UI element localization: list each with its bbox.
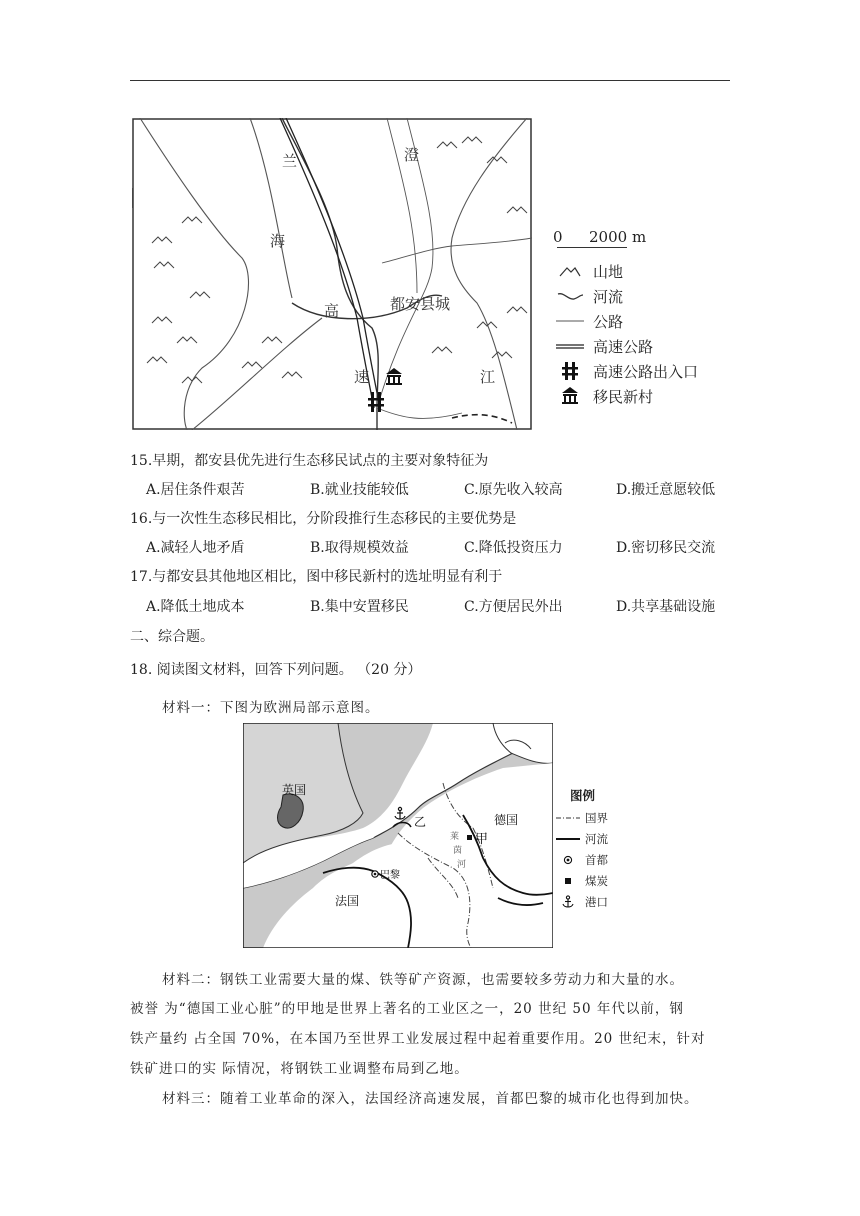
label-cheng: 澄 <box>404 146 420 164</box>
label-gao: 高 <box>324 302 340 320</box>
europe-map <box>243 723 553 948</box>
river-icon <box>553 286 587 306</box>
label-hai: 海 <box>270 232 286 250</box>
label-lan: 兰 <box>282 152 298 170</box>
river-icon <box>553 835 583 843</box>
question-18: 18. 阅读图文材料，回答下列问题。 （20 分） <box>130 662 422 678</box>
q15-option-c: C.原先收入较高 <box>464 482 563 498</box>
scale-bar: 0 2000 m <box>553 228 647 246</box>
label-germany: 德国 <box>494 813 519 827</box>
label-river-2: 茵 <box>453 846 463 856</box>
label-jia: 甲 <box>475 832 489 847</box>
port-icon <box>553 895 583 909</box>
material-3: 材料三：随着工业革命的深入，法国经济高速发展，首都巴黎的城市化也得到加快。 <box>162 1091 699 1107</box>
legend-river: 河流 <box>553 285 623 307</box>
legend-capital: 首都 <box>553 852 608 868</box>
legend-highway: 高速公路 <box>553 335 653 357</box>
capital-icon <box>372 871 378 877</box>
q16-option-d: D.密切移民交流 <box>616 540 716 556</box>
label-paris: 巴黎 <box>380 870 400 881</box>
new-village-icon <box>553 386 587 406</box>
question-15: 15.早期，都安县优先进行生态移民试点的主要对象特征为 <box>130 453 489 469</box>
material-2-line-4: 铁矿进口的实 际情况，将钢铁工业调整布局到乙地。 <box>130 1061 469 1077</box>
label-river-3: 河 <box>457 860 467 870</box>
header-rule <box>130 80 730 81</box>
q15-option-b: B.就业技能较低 <box>310 482 409 498</box>
q17-option-b: B.集中安置移民 <box>310 599 409 615</box>
legend-road: 公路 <box>553 310 623 332</box>
q17-option-a: A.降低土地成本 <box>146 599 245 615</box>
map1-legend <box>553 228 743 408</box>
highway-exit-icon <box>553 361 587 381</box>
material-2-line-1: 材料二：钢铁工业需要大量的煤、铁等矿产资源，也需要较多劳动力和大量的水。 <box>162 972 684 988</box>
material-2-line-2: 被誉 为“德国工业心脏”的甲地是世界上著名的工业区之一，20 世纪 50 年代以前，钢 <box>130 1001 684 1017</box>
label-jiang: 江 <box>480 368 496 386</box>
legend-river: 河流 <box>553 831 608 847</box>
q17-option-c: C.方便居民外出 <box>464 599 563 615</box>
legend-title: 图例 <box>570 788 596 803</box>
duan-county-map <box>132 118 532 430</box>
legend-port: 港口 <box>553 894 608 910</box>
coal-icon <box>467 835 472 840</box>
highway-icon <box>553 336 587 356</box>
legend-new-village: 移民新村 <box>553 385 653 407</box>
q17-option-d: D.共享基础设施 <box>616 599 716 615</box>
label-county: 都安县城 <box>390 295 451 313</box>
mountain-icon <box>553 261 587 281</box>
coal-icon <box>553 877 583 885</box>
question-16: 16.与一次性生态移民相比，分阶段推行生态移民的主要优势是 <box>130 511 517 527</box>
label-yi: 乙 <box>414 815 427 829</box>
label-river-1: 莱 <box>450 832 460 842</box>
label-uk: 英国 <box>282 783 307 797</box>
label-france: 法国 <box>335 894 360 908</box>
q16-option-a: A.减轻人地矛盾 <box>146 540 245 556</box>
legend-highway-exit: 高速公路出入口 <box>553 360 698 382</box>
q16-option-c: C.降低投资压力 <box>464 540 563 556</box>
label-su: 速 <box>354 368 370 386</box>
question-17: 17.与都安县其他地区相比，图中移民新村的选址明显有利于 <box>130 569 503 585</box>
legend-coal: 煤炭 <box>553 873 608 889</box>
capital-icon <box>553 855 583 865</box>
q15-option-a: A.居住条件艰苦 <box>146 482 245 498</box>
legend-border: 国界 <box>553 810 608 826</box>
section-title: 二、综合题。 <box>130 629 214 645</box>
q15-option-d: D.搬迁意愿较低 <box>616 482 716 498</box>
road-icon <box>553 311 587 331</box>
legend-mountain: 山地 <box>553 260 623 282</box>
q16-option-b: B.取得规模效益 <box>310 540 409 556</box>
border-icon <box>553 814 583 822</box>
map2-legend <box>553 786 633 911</box>
material-2-line-3: 铁产量约 占全国 70%，在本国乃至世界工业发展过程中起着重要作用。20 世纪末，针对 <box>130 1031 706 1047</box>
material-1: 材料一：下图为欧洲局部示意图。 <box>162 700 380 716</box>
